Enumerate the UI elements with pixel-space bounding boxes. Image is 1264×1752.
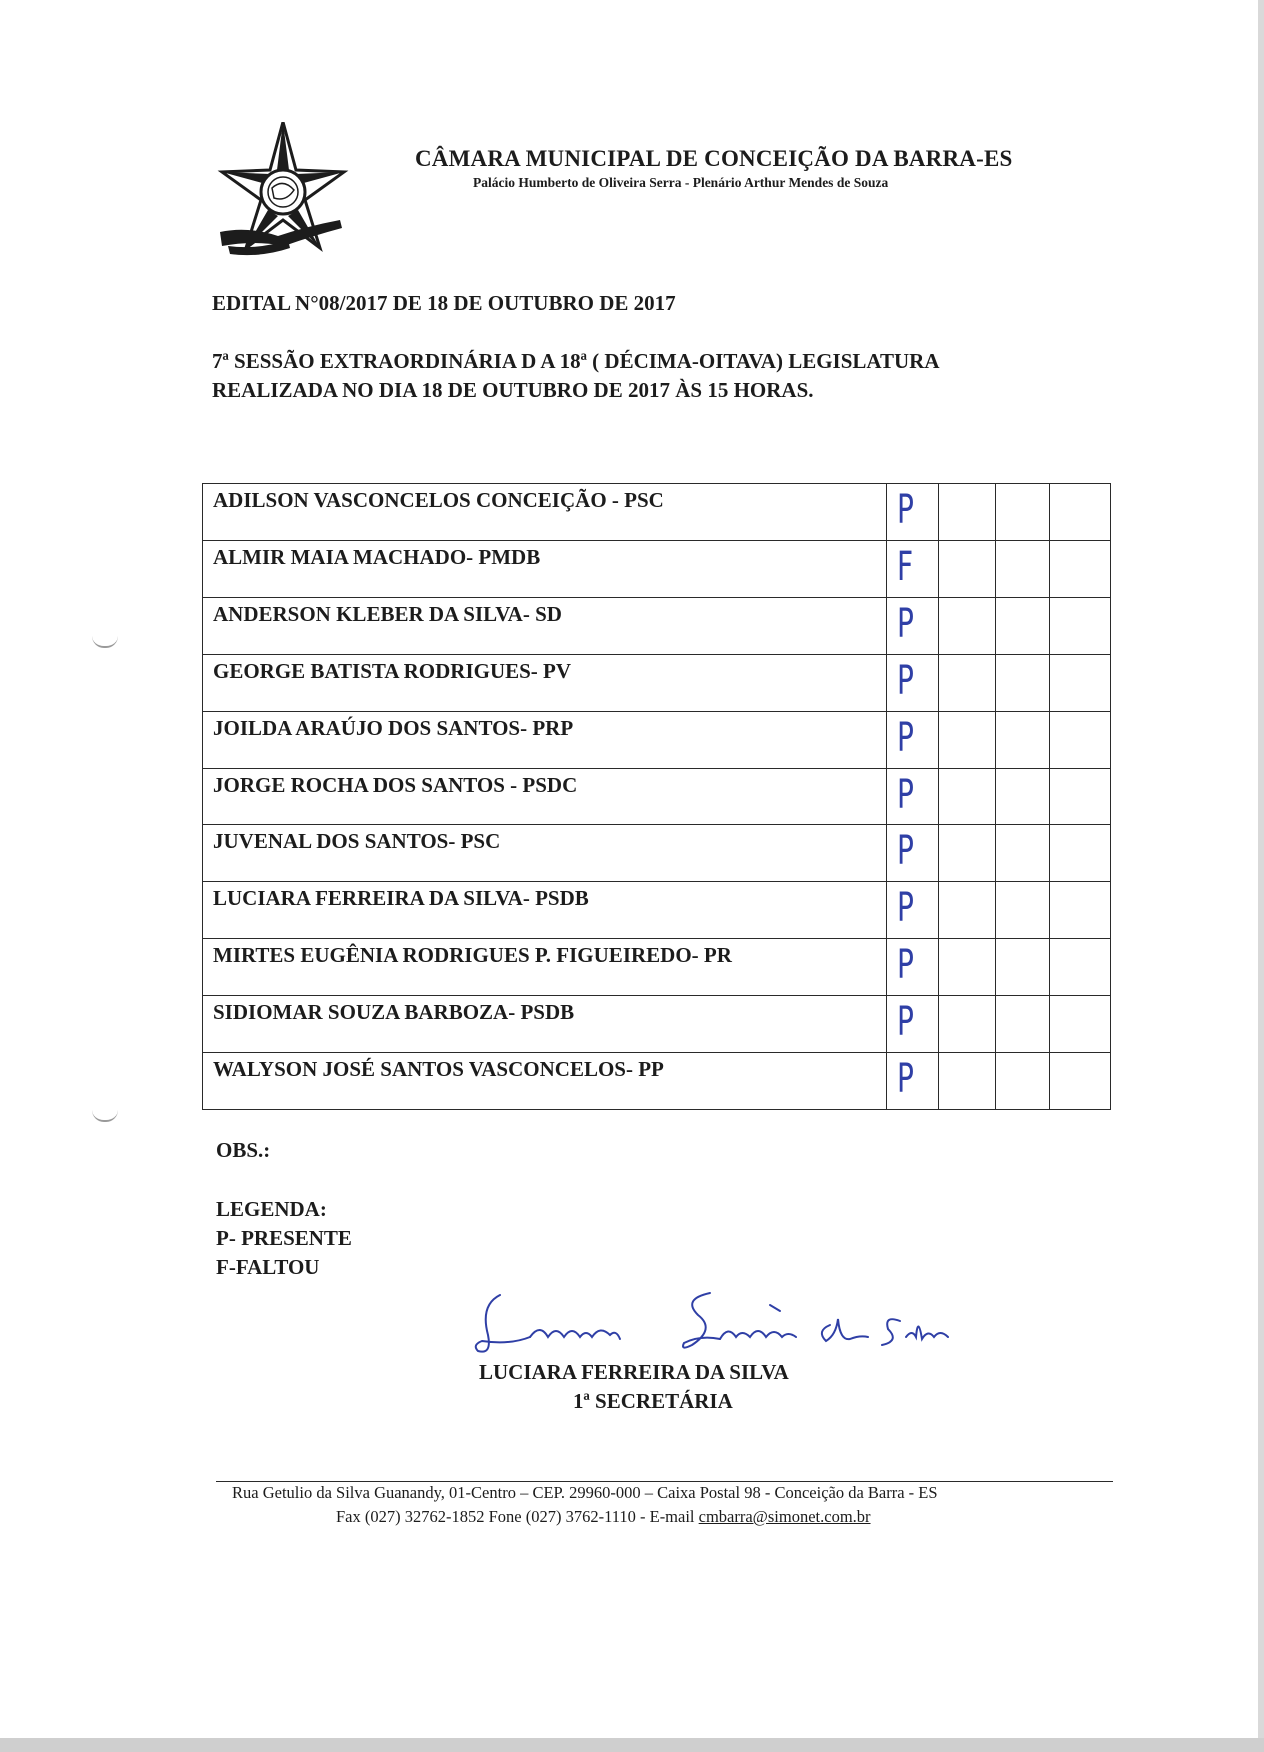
attendance-mark: P xyxy=(897,885,914,932)
punch-hole-mark xyxy=(92,636,118,648)
empty-cell xyxy=(996,768,1050,825)
attendance-mark-cell xyxy=(887,1053,939,1110)
table-row xyxy=(203,768,1111,825)
session-line-2: REALIZADA NO DIA 18 DE OUTUBRO DE 2017 ÀS 15 HORAS. xyxy=(212,378,814,402)
councillor-name: JORGE ROCHA DOS SANTOS - PSDC xyxy=(203,768,887,825)
empty-cell xyxy=(939,540,996,597)
attendance-mark: P xyxy=(897,1056,914,1103)
attendance-mark: P xyxy=(897,771,914,818)
attendance-mark-cell xyxy=(887,711,939,768)
footer-phone: Fax (027) 32762-1852 Fone (027) 3762-1110 - E-mail xyxy=(336,1507,699,1526)
empty-cell xyxy=(996,597,1050,654)
attendance-mark: P xyxy=(897,942,914,989)
empty-cell xyxy=(996,939,1050,996)
empty-cell xyxy=(1050,882,1111,939)
legend-absent: F-FALTOU xyxy=(216,1255,320,1279)
attendance-mark-cell xyxy=(887,654,939,711)
legend-present: P- PRESENTE xyxy=(216,1226,352,1250)
table-row xyxy=(203,654,1111,711)
attendance-mark: P xyxy=(897,999,914,1046)
table-row xyxy=(203,484,1111,541)
empty-cell xyxy=(939,768,996,825)
councillor-name: ADILSON VASCONCELOS CONCEIÇÃO - PSC xyxy=(203,484,887,541)
attendance-mark: P xyxy=(897,828,914,875)
empty-cell xyxy=(939,996,996,1053)
header-title: CÂMARA MUNICIPAL DE CONCEIÇÃO DA BARRA-ES xyxy=(415,146,1013,171)
empty-cell xyxy=(939,711,996,768)
punch-hole-mark xyxy=(92,1110,118,1122)
legend-title: LEGENDA: xyxy=(216,1197,327,1221)
attendance-mark-cell xyxy=(887,597,939,654)
legend xyxy=(216,1195,352,1282)
header-subtitle: Palácio Humberto de Oliveira Serra - Plenário Arthur Mendes de Souza xyxy=(473,175,889,190)
empty-cell xyxy=(1050,768,1111,825)
table-row xyxy=(203,597,1111,654)
empty-cell xyxy=(939,1053,996,1110)
empty-cell xyxy=(996,882,1050,939)
councillor-name: JUVENAL DOS SANTOS- PSC xyxy=(203,825,887,882)
councillor-name: ANDERSON KLEBER DA SILVA- SD xyxy=(203,597,887,654)
empty-cell xyxy=(939,882,996,939)
empty-cell xyxy=(1050,654,1111,711)
empty-cell xyxy=(1050,597,1111,654)
attendance-mark: P xyxy=(897,657,914,704)
empty-cell xyxy=(1050,939,1111,996)
attendance-mark-cell xyxy=(887,939,939,996)
footer-email-link[interactable]: cmbarra@simonet.com.br xyxy=(698,1507,871,1526)
empty-cell xyxy=(939,654,996,711)
empty-cell xyxy=(996,825,1050,882)
star-emblem-icon xyxy=(208,122,358,264)
session-info xyxy=(212,347,1142,405)
signatory-name: LUCIARA FERREIRA DA SILVA xyxy=(479,1360,789,1384)
session-line-1: 7ª SESSÃO EXTRAORDINÁRIA D A 18ª ( DÉCIMA-OITAVA) LEGISLATURA xyxy=(212,349,940,373)
empty-cell xyxy=(1050,540,1111,597)
empty-cell xyxy=(996,484,1050,541)
attendance-mark-cell xyxy=(887,484,939,541)
councillor-name: SIDIOMAR SOUZA BARBOZA- PSDB xyxy=(203,996,887,1053)
table-row xyxy=(203,882,1111,939)
attendance-table xyxy=(202,483,1111,1110)
attendance-mark: P xyxy=(897,714,914,761)
councillor-name: LUCIARA FERREIRA DA SILVA- PSDB xyxy=(203,882,887,939)
empty-cell xyxy=(1050,484,1111,541)
empty-cell xyxy=(996,711,1050,768)
attendance-mark-cell xyxy=(887,825,939,882)
empty-cell xyxy=(1050,825,1111,882)
table-row xyxy=(203,825,1111,882)
empty-cell xyxy=(1050,711,1111,768)
councillor-name: JOILDA ARAÚJO DOS SANTOS- PRP xyxy=(203,711,887,768)
councillor-name: ALMIR MAIA MACHADO- PMDB xyxy=(203,540,887,597)
table-row xyxy=(203,540,1111,597)
empty-cell xyxy=(1050,996,1111,1053)
councillor-name: MIRTES EUGÊNIA RODRIGUES P. FIGUEIREDO- PR xyxy=(203,939,887,996)
empty-cell xyxy=(939,484,996,541)
empty-cell xyxy=(996,540,1050,597)
scan-edge xyxy=(1258,0,1264,1752)
footer-address: Rua Getulio da Silva Guanandy, 01-Centro – CEP. 29960-000 – Caixa Postal 98 - Conceição da Barra - ES xyxy=(232,1483,938,1502)
councillor-name: GEORGE BATISTA RODRIGUES- PV xyxy=(203,654,887,711)
attendance-mark: P xyxy=(897,600,914,647)
empty-cell xyxy=(939,939,996,996)
footer-divider xyxy=(216,1481,1113,1482)
empty-cell xyxy=(939,825,996,882)
empty-cell xyxy=(996,654,1050,711)
empty-cell xyxy=(996,996,1050,1053)
table-row xyxy=(203,711,1111,768)
scan-bottom-edge xyxy=(0,1738,1264,1752)
empty-cell xyxy=(996,1053,1050,1110)
edital-number: EDITAL N°08/2017 DE 18 DE OUTUBRO DE 2017 xyxy=(212,291,676,315)
signatory-role: 1ª SECRETÁRIA xyxy=(573,1389,733,1413)
attendance-mark-cell xyxy=(887,768,939,825)
table-row xyxy=(203,996,1111,1053)
councillor-name: WALYSON JOSÉ SANTOS VASCONCELOS- PP xyxy=(203,1053,887,1110)
attendance-mark-cell xyxy=(887,882,939,939)
obs-label: OBS.: xyxy=(216,1138,271,1162)
attendance-mark: P xyxy=(897,487,914,533)
table-row xyxy=(203,939,1111,996)
attendance-mark-cell xyxy=(887,540,939,597)
table-row xyxy=(203,1053,1111,1110)
empty-cell xyxy=(1050,1053,1111,1110)
attendance-mark-cell xyxy=(887,996,939,1053)
attendance-mark: F xyxy=(897,543,914,590)
empty-cell xyxy=(939,597,996,654)
footer-contact xyxy=(336,1507,871,1527)
